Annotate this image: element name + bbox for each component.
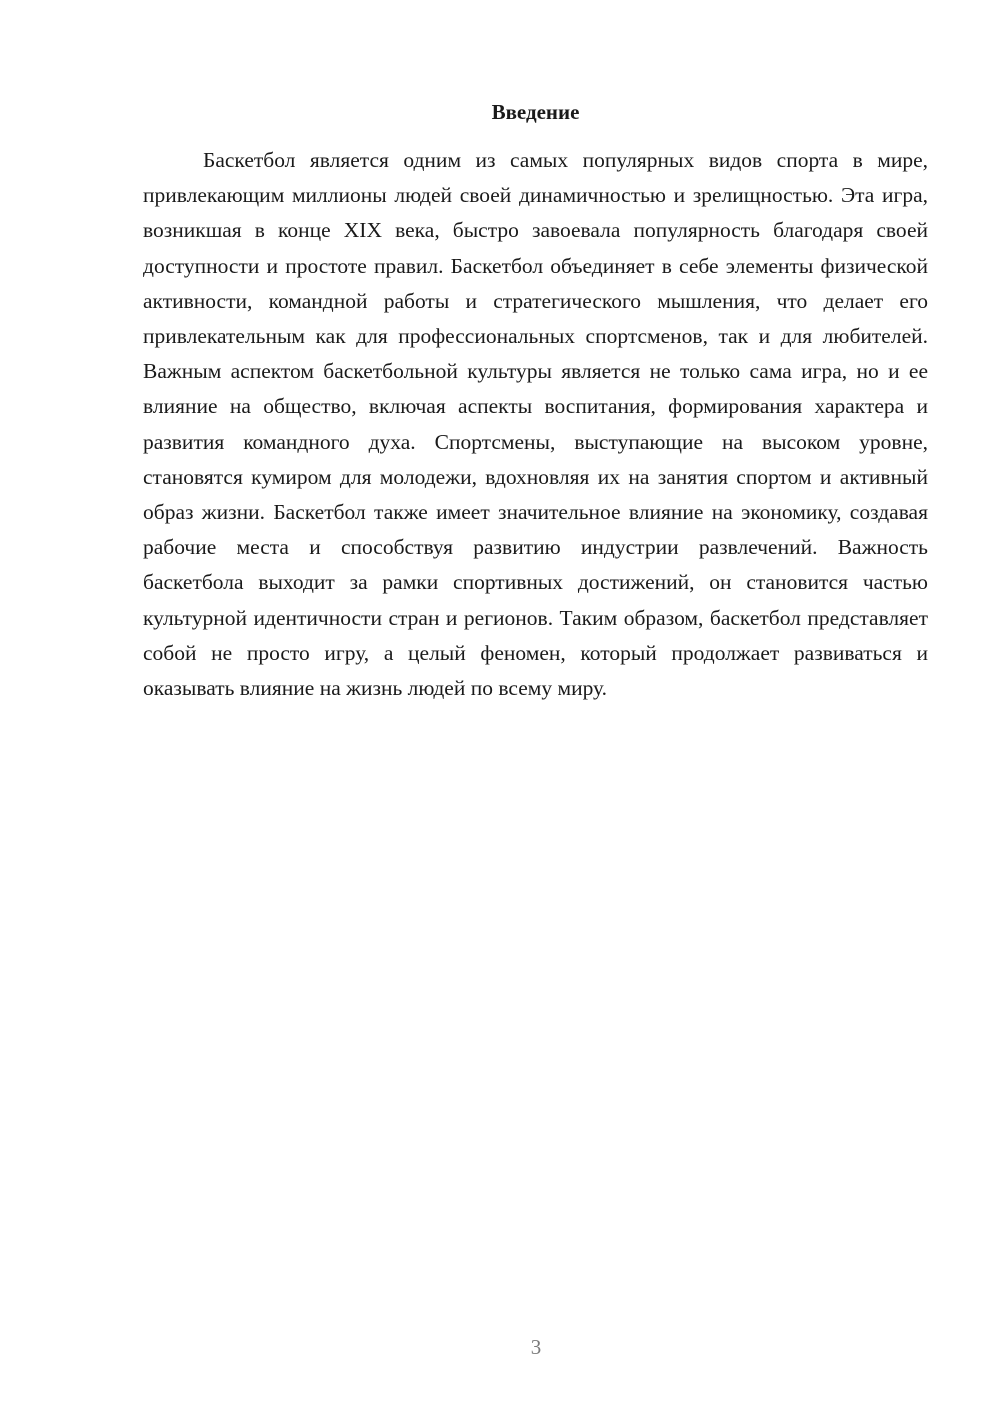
page-number: 3 — [530, 1335, 542, 1359]
section-heading: Введение — [491, 100, 580, 124]
body-paragraph: Баскетбол является одним из самых популярных видов спорта в мире, привлекающим миллионы людей своей динамичностью и зрелищностью. Эта игра, возникшая в конце XIX века, быстро завоевала популярность благодаря своей доступности и простоте правил. Баскетбол объединяет в себе элементы физической активности, командной работы и стратегического мышления, что делает его привлекательным как для профессиональных спортсменов, так и для любителей. Важным аспектом баскетбольной культуры является не только сама игра, но и ее влияние на общество, включая аспекты воспитания, формирования характера и развития командного духа. Спортсмены, выступающие на высоком уровне, становятся кумиром для молодежи, вдохновляя их на занятия спортом и активный образ жизни. Баскетбол также имеет значительное влияние на экономику, создавая рабочие места и способствуя развитию индустрии развлечений. Важность баскетбола выходит за рамки спортивных достижений, он становится частью культурной идентичности стран и регионов. Таким образом, баскетбол представляет собой не просто игру, а целый феномен, который продолжает развиваться и оказывать влияние на жизнь людей по всему миру. — [143, 148, 928, 701]
